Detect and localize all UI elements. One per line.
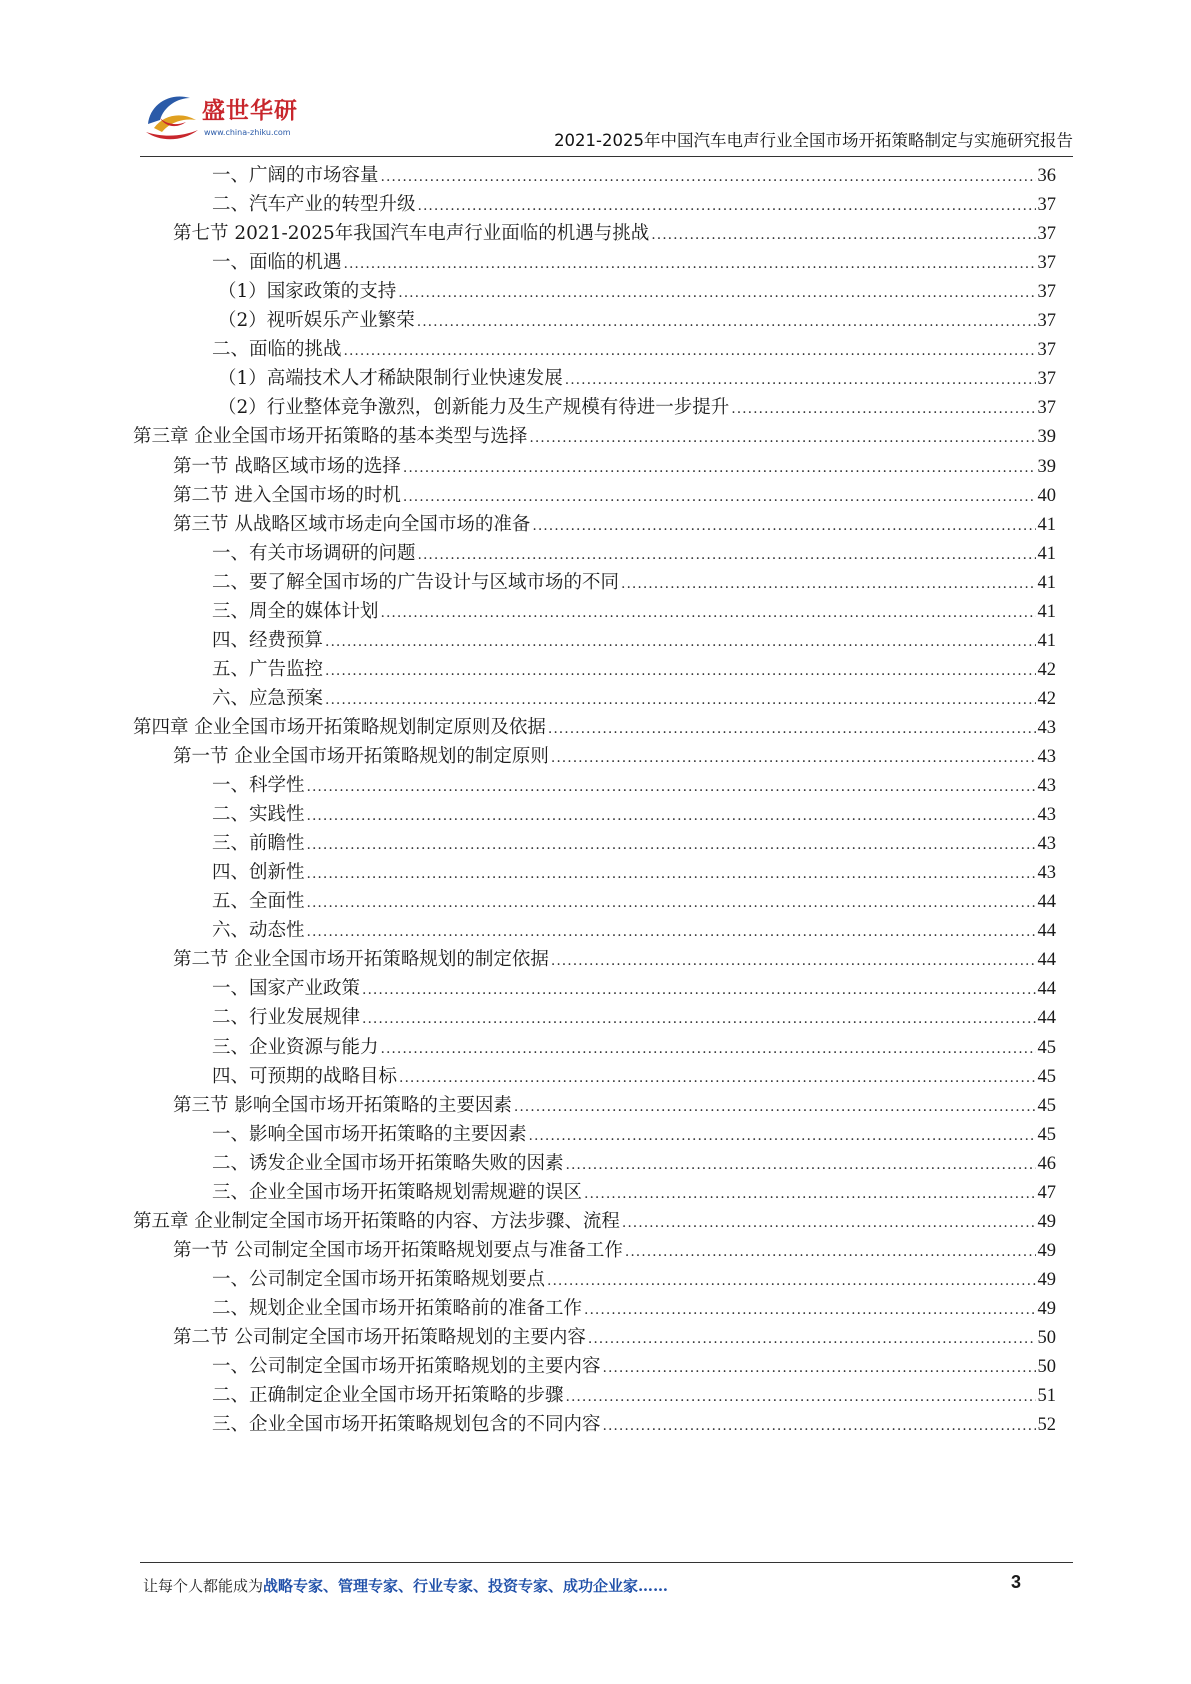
toc-row[interactable] xyxy=(0,1092,1191,1120)
toc-dot-leader xyxy=(362,1005,1035,1033)
toc-row[interactable] xyxy=(0,598,1191,626)
toc-page-number: 45 xyxy=(1037,1066,1056,1087)
toc-page-number: 44 xyxy=(1037,979,1056,1000)
toc-entry-title: 五、广告监控 xyxy=(212,658,324,680)
toc-dot-leader xyxy=(307,918,1036,946)
toc-dot-leader xyxy=(417,308,1036,336)
toc-dot-leader xyxy=(307,889,1036,917)
toc-entry-title: 六、应急预案 xyxy=(212,687,324,709)
toc-dot-leader xyxy=(551,744,1036,772)
toc-page-number: 45 xyxy=(1037,1095,1056,1116)
footer-slogan-prefix: 让每个人都能成为 xyxy=(143,1577,264,1595)
toc-entry xyxy=(212,685,1056,714)
toc-entry xyxy=(212,191,1056,220)
toc-entry xyxy=(218,365,1056,394)
toc-page-number: 43 xyxy=(1037,717,1056,738)
toc-page-number: 43 xyxy=(1037,863,1056,884)
toc-row[interactable] xyxy=(0,946,1191,974)
footer-slogan-highlight: 战略专家、管理专家、行业专家、投资专家、成功企业家…… xyxy=(263,1577,669,1595)
toc-row[interactable] xyxy=(0,1179,1191,1207)
toc-row[interactable] xyxy=(0,220,1191,248)
logo-emblem-icon xyxy=(140,84,210,146)
toc-page-number: 43 xyxy=(1037,747,1056,767)
toc-page-number: 37 xyxy=(1037,282,1056,303)
toc-row[interactable] xyxy=(0,453,1191,481)
toc-page-number: 41 xyxy=(1037,572,1056,593)
toc-dot-leader xyxy=(381,1035,1036,1063)
toc-entry xyxy=(133,714,1056,743)
toc-dot-leader xyxy=(381,163,1036,191)
header-divider xyxy=(140,156,1073,157)
toc-row[interactable] xyxy=(0,859,1191,887)
toc-dot-leader xyxy=(514,1093,1036,1121)
toc-dot-leader xyxy=(551,947,1036,975)
toc-dot-leader xyxy=(584,1180,1035,1208)
toc-entry-title: 二、面临的挑战 xyxy=(212,339,342,361)
toc-entry-title: 二、规划企业全国市场开拓策略前的准备工作 xyxy=(212,1297,583,1319)
toc-page-number: 41 xyxy=(1037,543,1056,564)
toc-dot-leader xyxy=(418,541,1036,569)
toc-dot-leader xyxy=(362,976,1035,1004)
toc-page-number: 49 xyxy=(1037,1269,1056,1290)
logo xyxy=(140,84,310,154)
toc-entry-title: 二、要了解全国市场的广告设计与区域市场的不同 xyxy=(212,571,620,593)
toc-entry-title: 四、创新性 xyxy=(212,862,305,884)
brand-url: www.china-zhiku.com xyxy=(204,128,291,137)
toc-page-number: 37 xyxy=(1037,340,1056,361)
toc-row[interactable] xyxy=(0,975,1191,1003)
toc-entry-title: 第三章 企业全国市场开拓策略的基本类型与选择 xyxy=(133,426,528,448)
toc-row[interactable] xyxy=(0,278,1191,306)
toc-row[interactable] xyxy=(0,888,1191,916)
toc-dot-leader xyxy=(547,1267,1035,1295)
toc-entry xyxy=(212,627,1056,656)
toc-dot-leader xyxy=(403,454,1036,482)
toc-entry-title: 第五章 企业制定全国市场开拓策略的内容、方法步骤、流程 xyxy=(133,1210,620,1232)
toc-entry xyxy=(218,307,1056,336)
toc-entry xyxy=(212,859,1056,888)
toc-page-number: 37 xyxy=(1037,369,1056,390)
toc-dot-leader xyxy=(325,628,1035,656)
toc-entry-title: 二、正确制定企业全国市场开拓策略的步骤 xyxy=(212,1385,564,1407)
toc-entry-title: 一、国家产业政策 xyxy=(212,978,361,1000)
toc-entry xyxy=(212,162,1056,191)
toc-entry xyxy=(212,249,1056,278)
toc-entry-title: 三、企业全国市场开拓策略规划包含的不同内容 xyxy=(212,1414,601,1436)
toc-page-number: 44 xyxy=(1037,1008,1056,1029)
toc-row[interactable] xyxy=(0,1063,1191,1091)
toc-dot-leader xyxy=(529,1122,1036,1150)
toc-entry-title: 三、企业资源与能力 xyxy=(212,1036,379,1058)
toc-dot-leader xyxy=(622,1209,1036,1237)
toc-page-number: 39 xyxy=(1037,456,1056,477)
toc-entry xyxy=(212,888,1056,917)
toc-dot-leader xyxy=(344,250,1036,278)
toc-row[interactable] xyxy=(0,1121,1191,1149)
toc-row[interactable] xyxy=(0,685,1191,713)
toc-entry-title: 二、汽车产业的转型升级 xyxy=(212,194,416,216)
toc-entry xyxy=(212,801,1056,830)
toc-page-number: 41 xyxy=(1037,514,1056,535)
toc-dot-leader xyxy=(566,1151,1036,1179)
toc-dot-leader xyxy=(381,599,1036,627)
toc-page-number: 43 xyxy=(1037,776,1056,797)
toc-entry xyxy=(212,1004,1056,1033)
toc-entry-title: 第四章 企业全国市场开拓策略规划制定原则及依据 xyxy=(133,716,546,738)
toc-entry-title: 四、经费预算 xyxy=(212,629,324,651)
toc-row[interactable] xyxy=(0,1411,1191,1439)
toc-dot-leader xyxy=(399,1064,1035,1092)
report-title: 2021-2025年中国汽车电声行业全国市场开拓策略制定与实施研究报告 xyxy=(554,131,1073,150)
toc-entry-title: 一、影响全国市场开拓策略的主要因素 xyxy=(212,1123,527,1145)
toc-entry-title: （1）高端技术人才稀缺限制行业快速发展 xyxy=(218,368,563,390)
toc-entry xyxy=(173,1092,1056,1121)
toc-dot-leader xyxy=(621,570,1035,598)
footer-slogan xyxy=(143,1575,668,1596)
toc-entry-title: 第二节 进入全国市场的时机 xyxy=(173,484,401,506)
toc-page-number: 45 xyxy=(1037,1124,1056,1145)
toc-row[interactable] xyxy=(0,627,1191,655)
toc-page-number: 37 xyxy=(1037,398,1056,419)
toc-dot-leader xyxy=(398,279,1035,307)
toc-dot-leader xyxy=(307,773,1036,801)
toc-entry-title: 一、公司制定全国市场开拓策略规划要点 xyxy=(212,1268,546,1290)
toc-row[interactable] xyxy=(0,394,1191,422)
toc-row[interactable] xyxy=(0,743,1191,771)
toc-dot-leader xyxy=(529,424,1035,452)
toc-row[interactable] xyxy=(0,1295,1191,1323)
toc-dot-leader xyxy=(403,483,1036,511)
toc-entry xyxy=(212,598,1056,627)
toc-entry xyxy=(218,394,1056,423)
toc-page-number: 51 xyxy=(1037,1386,1056,1407)
toc-row[interactable] xyxy=(0,249,1191,277)
toc-entry-title: 二、行业发展规律 xyxy=(212,1007,361,1029)
toc-row[interactable] xyxy=(0,656,1191,684)
toc-entry xyxy=(212,569,1056,598)
toc-page-number: 50 xyxy=(1037,1357,1056,1378)
toc-entry xyxy=(133,423,1056,452)
toc-row[interactable] xyxy=(0,830,1191,858)
toc-page-number: 37 xyxy=(1037,224,1056,245)
toc-page-number: 36 xyxy=(1037,166,1056,186)
toc-entry-title: 第一节 战略区域市场的选择 xyxy=(173,455,401,477)
toc-row[interactable] xyxy=(0,1004,1191,1032)
toc-entry xyxy=(212,1411,1056,1440)
toc-row[interactable] xyxy=(0,1353,1191,1381)
toc-entry xyxy=(212,540,1056,569)
toc-entry xyxy=(212,772,1056,801)
toc-entry-title: 第三节 从战略区域市场走向全国市场的准备 xyxy=(173,513,531,535)
toc-row[interactable] xyxy=(0,162,1191,190)
toc-row[interactable] xyxy=(0,482,1191,510)
toc-entry-title: 第三节 影响全国市场开拓策略的主要因素 xyxy=(173,1094,512,1116)
toc-entry xyxy=(212,656,1056,685)
toc-entry xyxy=(212,1063,1056,1092)
toc-page-number: 44 xyxy=(1037,950,1056,971)
toc-page-number: 37 xyxy=(1037,253,1056,274)
toc-entry-title: 一、科学性 xyxy=(212,775,305,797)
toc-entry xyxy=(173,1324,1056,1353)
toc-entry xyxy=(173,482,1056,511)
page-number: 3 xyxy=(1010,1572,1021,1592)
toc-dot-leader xyxy=(584,1296,1035,1324)
toc-row[interactable] xyxy=(0,1324,1191,1352)
toc-row[interactable] xyxy=(0,772,1191,800)
toc-page-number: 42 xyxy=(1037,688,1056,709)
toc-dot-leader xyxy=(603,1354,1036,1382)
toc-page-number: 50 xyxy=(1037,1328,1056,1348)
toc-dot-leader xyxy=(307,860,1036,888)
toc-entry-title: 二、实践性 xyxy=(212,804,305,826)
toc-row[interactable] xyxy=(0,801,1191,829)
toc-entry xyxy=(212,1121,1056,1150)
toc-dot-leader xyxy=(532,512,1035,540)
toc-page-number: 49 xyxy=(1037,1211,1056,1232)
toc-entry-title: 三、企业全国市场开拓策略规划需规避的误区 xyxy=(212,1181,583,1203)
toc-dot-leader xyxy=(625,1238,1036,1266)
toc-dot-leader xyxy=(325,657,1035,685)
toc-entry-title: 第二节 企业全国市场开拓策略规划的制定依据 xyxy=(173,949,549,971)
footer-divider xyxy=(140,1562,1073,1563)
toc-dot-leader xyxy=(588,1325,1036,1353)
toc-page-number: 37 xyxy=(1037,195,1056,216)
toc-row[interactable] xyxy=(0,307,1191,335)
toc-row[interactable] xyxy=(0,1237,1191,1265)
toc-entry-title: 第一节 公司制定全国市场开拓策略规划要点与准备工作 xyxy=(173,1239,623,1261)
toc-entry xyxy=(212,830,1056,859)
toc-dot-leader xyxy=(731,395,1035,423)
toc-page-number: 49 xyxy=(1037,1240,1056,1261)
toc-dot-leader xyxy=(566,1383,1036,1411)
toc-entry xyxy=(173,220,1056,249)
toc-page-number: 40 xyxy=(1037,485,1056,506)
toc-page-number: 39 xyxy=(1037,427,1056,448)
toc-page-number: 44 xyxy=(1037,921,1056,942)
toc-entry-title: 一、广阔的市场容量 xyxy=(212,165,379,186)
toc-entry-title: 一、面临的机遇 xyxy=(212,252,342,274)
toc-entry xyxy=(173,946,1056,975)
toc-dot-leader xyxy=(307,802,1036,830)
toc-page-number: 45 xyxy=(1037,1037,1056,1058)
toc-row[interactable] xyxy=(0,569,1191,597)
toc-entry xyxy=(212,1382,1056,1411)
toc-entry xyxy=(212,1266,1056,1295)
toc-page-number: 47 xyxy=(1037,1182,1056,1203)
toc-row[interactable] xyxy=(0,1266,1191,1294)
toc-entry-title: 一、有关市场调研的问题 xyxy=(212,542,416,564)
toc-entry-title: （1）国家政策的支持 xyxy=(218,281,397,303)
toc-page-number: 37 xyxy=(1037,311,1056,332)
toc-dot-leader xyxy=(418,192,1036,220)
toc-row[interactable] xyxy=(0,1150,1191,1178)
toc-dot-leader xyxy=(548,715,1036,743)
toc-entry xyxy=(212,1295,1056,1324)
toc-entry-title: 二、诱发企业全国市场开拓策略失败的因素 xyxy=(212,1152,564,1174)
toc-entry xyxy=(212,917,1056,946)
toc-entry xyxy=(212,1150,1056,1179)
toc-dot-leader xyxy=(603,1412,1036,1440)
toc-dot-leader xyxy=(307,831,1036,859)
toc-page-number: 42 xyxy=(1037,659,1056,680)
toc-entry xyxy=(173,453,1056,482)
toc-entry xyxy=(173,511,1056,540)
toc-dot-leader xyxy=(325,686,1035,714)
toc-row[interactable] xyxy=(0,1382,1191,1410)
toc-entry-title: （2）行业整体竞争激烈，创新能力及生产规模有待进一步提升 xyxy=(218,397,730,419)
toc-entry-title: 五、全面性 xyxy=(212,891,305,913)
toc-page-number: 52 xyxy=(1037,1415,1056,1436)
toc-row[interactable] xyxy=(0,336,1191,364)
toc-entry-title: 第一节 企业全国市场开拓策略规划的制定原则 xyxy=(173,746,549,767)
brand-name: 盛世华研 xyxy=(202,98,298,124)
toc-entry-title: 四、可预期的战略目标 xyxy=(212,1065,398,1087)
toc-row[interactable] xyxy=(0,1034,1191,1062)
toc-entry-title: 第七节 2021-2025年我国汽车电声行业面临的机遇与挑战 xyxy=(173,223,650,245)
toc-row[interactable] xyxy=(0,365,1191,393)
toc-row[interactable] xyxy=(0,1208,1191,1236)
toc-page-number: 44 xyxy=(1037,892,1056,913)
toc-page-number: 41 xyxy=(1037,630,1056,651)
toc-row[interactable] xyxy=(0,540,1191,568)
toc-row[interactable] xyxy=(0,423,1191,451)
toc-entry xyxy=(212,1179,1056,1208)
toc-entry-title: 一、公司制定全国市场开拓策略规划的主要内容 xyxy=(212,1356,601,1378)
toc-entry-title: 三、前瞻性 xyxy=(212,833,305,855)
toc-row[interactable] xyxy=(0,511,1191,539)
toc-entry xyxy=(173,743,1056,772)
toc-row[interactable] xyxy=(0,191,1191,219)
toc-page-number: 46 xyxy=(1037,1153,1056,1174)
toc-entry xyxy=(212,1034,1056,1063)
toc-page-number: 43 xyxy=(1037,805,1056,826)
toc-dot-leader xyxy=(651,221,1035,249)
toc-row[interactable] xyxy=(0,917,1191,945)
toc-entry-title: 三、周全的媒体计划 xyxy=(212,600,379,622)
toc-entry-title: （2）视听娱乐产业繁荣 xyxy=(218,310,415,332)
toc-entry xyxy=(212,336,1056,365)
toc-entry xyxy=(173,1237,1056,1266)
toc-row[interactable] xyxy=(0,714,1191,742)
toc-dot-leader xyxy=(344,337,1036,365)
toc-entry-title: 第二节 公司制定全国市场开拓策略规划的主要内容 xyxy=(173,1327,586,1348)
toc-entry xyxy=(133,1208,1056,1237)
toc-entry-title: 六、动态性 xyxy=(212,920,305,942)
toc-dot-leader xyxy=(565,366,1036,394)
toc-page-number: 43 xyxy=(1037,834,1056,855)
toc-entry xyxy=(212,1353,1056,1382)
toc-page-number: 41 xyxy=(1037,601,1056,622)
toc-page-number: 49 xyxy=(1037,1298,1056,1319)
toc-entry xyxy=(212,975,1056,1004)
toc-entry xyxy=(218,278,1056,307)
